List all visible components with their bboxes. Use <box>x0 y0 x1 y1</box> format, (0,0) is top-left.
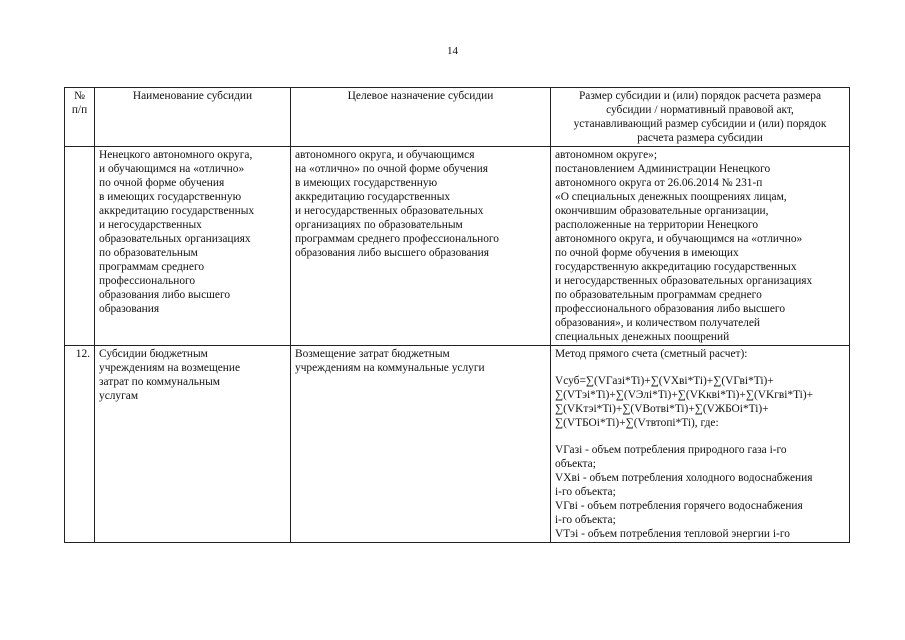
header-size: Размер субсидии и (или) порядок расчета размера субсидии / нормативный правовой акт, устанавливающий размер субсидии и (или) порядок расчета размера субсидии <box>551 88 850 147</box>
row-purpose-cell: Возмещение затрат бюджетным учреждениям на коммунальные услуги <box>291 346 551 543</box>
table-row <box>65 147 850 346</box>
row-purpose-cell: автономного округа, и обучающимся на «отлично» по очной форме обучения в имеющих государственную аккредитацию государственных и негосударственных образовательных организациях по образовательным программам среднего профессионального образования либо высшего образования <box>291 147 551 346</box>
header-purpose: Целевое назначение субсидии <box>291 88 551 147</box>
table-row <box>65 346 850 543</box>
header-num: № п/п <box>65 88 95 147</box>
row-num <box>65 147 95 346</box>
table-header-row <box>65 88 850 147</box>
row-name-cell: Субсидии бюджетным учреждениям на возмещение затрат по коммунальным услугам <box>95 346 291 543</box>
row-size-cell: автономном округе»; постановлением Администрации Ненецкого автономного округа от 26.06.2014 № 231-п «О специальных денежных поощрениях лицам, окончившим образовательные организации, расположенные на территории Ненецкого автономного округа, и обучающимся на «отлично» по очной форме обучения в имеющих государственную аккредитацию государственных и негосударственных образовательных организациях по образовательным программам среднего профессионального образования либо высшего образования», и количеством получателей специальных денежных поощрений <box>551 147 850 346</box>
subsidy-table <box>64 87 850 543</box>
row-name-cell: Ненецкого автономного округа, и обучающимся на «отлично» по очной форме обучения в имеющих государственную аккредитацию государственных и негосударственных образовательных организациях по образовательным программам среднего профессионального образования либо высшего образования <box>95 147 291 346</box>
header-name: Наименование субсидии <box>95 88 291 147</box>
row-num: 12. <box>65 346 95 543</box>
row-size-cell: Метод прямого счета (сметный расчет): Vсуб=∑(VГазi*Ti)+∑(VXвi*Ti)+∑(VГвi*Ti)+ ∑(VТэi*Ti)+∑(VЭлi*Ti)+∑(VKквi*Ti)+∑(VKгвi*Ti)+ ∑(VKтэi*Ti)+∑(VВотвi*Ti)+∑(VЖБОi*Ti)+ ∑(VТБОi*Ti)+∑(Vтвтопi*Ti), где: VГазi - объем потребления природного газа i-го объекта; VXвi - объем потребления холодного водоснабжения i-го объекта; VГвi - объем потребления горячего водоснабжения i-го объекта; VТэi - объем потребления тепловой энергии i-го <box>551 346 850 543</box>
page-number: 14 <box>447 45 458 57</box>
